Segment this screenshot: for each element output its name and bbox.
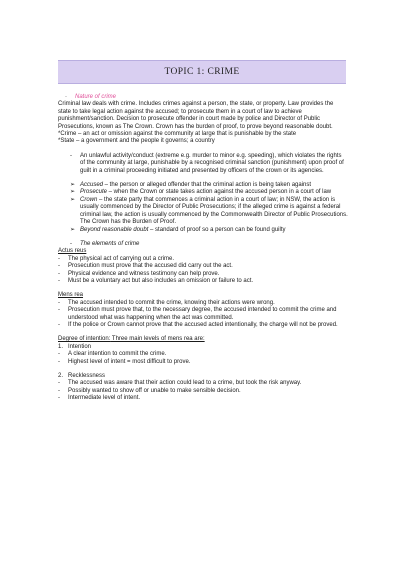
list-item bbox=[58, 351, 348, 358]
list-item bbox=[58, 322, 348, 329]
definition-item bbox=[58, 197, 348, 227]
level-list bbox=[58, 351, 348, 366]
dash-marker: - bbox=[70, 152, 72, 159]
elements-heading: The elements of crime bbox=[80, 240, 140, 247]
arrow-bullet-icon: ➢ bbox=[70, 226, 76, 233]
dash-marker: - bbox=[58, 277, 60, 284]
definition-term: Beyond reasonable doubt bbox=[80, 226, 149, 233]
list-item-text: Possibly wanted to show off or unable to make sensible decision. bbox=[68, 387, 241, 394]
definition-text: – the state party that commences a criminal action in a court of law; in NSW, the action is usually commenced by the Director of Public Prosecutions; if the alleged crime is against a federal criminal law, the action is usually commenced by the Commonwealth Director of Public Prosecutions. The Crown has the Burden of Proof. bbox=[80, 196, 348, 226]
list-item bbox=[58, 256, 348, 263]
level-number: 2. bbox=[58, 373, 64, 379]
definition-item bbox=[58, 189, 348, 196]
dash-marker: - bbox=[58, 255, 60, 262]
degree-label: Degree of intention: bbox=[58, 336, 111, 343]
actus-reus-list bbox=[58, 256, 348, 286]
definition-text: – when the Crown or state takes action against the accused person in a court of law bbox=[107, 189, 332, 196]
nature-paragraph: Criminal law deals with crime. Includes crimes against a person, the state, or property. Law provides the state to take legal action against the accused; to prosecute them in a court of law to achieve punishment/sanction. Decision to prosecute offender in court made by police and Director of Public Prosecutions, known as The Crown. Crown has the burden of proof, to prove beyond reasonable doubt. bbox=[58, 101, 334, 130]
list-item bbox=[58, 307, 348, 322]
arrow-bullet-icon: ➢ bbox=[70, 182, 76, 189]
mens-rea-list bbox=[58, 300, 348, 330]
dash-marker: - bbox=[58, 387, 60, 394]
level-heading bbox=[58, 373, 348, 380]
list-item-text: Highest level of intent = most difficult to prove. bbox=[68, 358, 191, 365]
level-name: Intention bbox=[68, 343, 92, 350]
list-item-text: Intermediate level of intent. bbox=[68, 395, 141, 402]
list-item bbox=[58, 271, 348, 278]
level-name: Recklessness bbox=[68, 373, 106, 379]
list-item-text: A clear intention to commit the crime. bbox=[68, 351, 167, 358]
level-list bbox=[58, 380, 348, 402]
definition-term: Prosecute bbox=[80, 189, 108, 196]
list-item-text: The physical act of carrying out a crime. bbox=[68, 255, 175, 262]
dash-marker: - bbox=[58, 321, 60, 328]
unlawful-block bbox=[58, 153, 348, 175]
list-item bbox=[58, 263, 348, 270]
list-item bbox=[58, 388, 348, 395]
dash-marker: - bbox=[58, 270, 60, 277]
topic-title: TOPIC 1: CRIME bbox=[164, 67, 240, 77]
definition-term: Accused bbox=[80, 182, 104, 189]
list-item-text: If the police or Crown cannot prove that the accused acted intentionally, the charge will not be proved. bbox=[68, 321, 338, 328]
degree-heading bbox=[58, 336, 348, 343]
list-item-text: Prosecution must prove that the accused did carry out the act. bbox=[68, 263, 233, 270]
list-item bbox=[58, 359, 348, 366]
dash-marker: - bbox=[58, 351, 60, 358]
arrow-bullet-icon: ➢ bbox=[70, 189, 76, 196]
mens-rea-label: Mens rea bbox=[58, 292, 84, 299]
unlawful-text: An unlawful activity/conduct (extreme e.g. murder to minor e.g. speeding), which violates the rights of the community at large, punishable by a recognised criminal sanction (punishment) upon proof of guilt in a criminal proceeding initiated and presented by officers of the crown or its agencies. bbox=[80, 152, 344, 174]
list-item bbox=[58, 300, 348, 307]
level-heading bbox=[58, 344, 348, 351]
definition-item bbox=[58, 182, 348, 189]
nature-heading-row bbox=[58, 94, 348, 101]
list-item-text: Prosecution must prove that, to the necessary degree, the accused intended to commit the crime and understood what was happening when the act was committed. bbox=[68, 307, 337, 321]
dash-marker: - bbox=[58, 395, 60, 402]
list-item-text: Physical evidence and witness testimony can help prove. bbox=[68, 270, 220, 277]
dash-marker: - bbox=[70, 240, 72, 247]
nature-heading: Nature of crime bbox=[75, 94, 117, 100]
crime-definition: *Crime – an act or omission against the community at large that is punishable by the state bbox=[58, 131, 297, 138]
actus-reus-label: Actus reus bbox=[58, 248, 87, 255]
elements-heading-row bbox=[58, 241, 348, 248]
list-item-text: Must be a voluntary act but also includes an omission or failure to act. bbox=[68, 277, 254, 284]
definition-text: – the person or alleged offender that the criminal action is being taken against bbox=[103, 182, 312, 189]
list-item bbox=[58, 278, 348, 285]
document-body bbox=[58, 94, 348, 403]
dash-marker: - bbox=[58, 299, 60, 306]
dash-marker: - bbox=[58, 263, 60, 270]
list-item-text: The accused was aware that their action could lead to a crime, but took the risk anyway. bbox=[68, 380, 302, 387]
definitions-list bbox=[58, 182, 348, 234]
state-definition: *State – a government and the people it governs; a country bbox=[58, 138, 215, 145]
definition-item bbox=[58, 227, 348, 234]
degree-label-rest: Three main levels of mens rea are: bbox=[110, 336, 205, 343]
arrow-bullet-icon: ➢ bbox=[70, 196, 76, 203]
dash-marker: - bbox=[58, 358, 60, 365]
list-item bbox=[58, 380, 348, 387]
list-item bbox=[58, 395, 348, 402]
level-number: 1. bbox=[58, 343, 64, 350]
dash-marker: - bbox=[58, 307, 60, 314]
topic-banner bbox=[58, 60, 346, 84]
dash-marker: - bbox=[58, 380, 60, 387]
list-item-text: The accused intended to commit the crime, knowing their actions were wrong. bbox=[68, 299, 275, 306]
definition-term: Crown bbox=[80, 196, 98, 203]
bullet-marker: · bbox=[65, 94, 67, 100]
definition-text: – standard of proof so a person can be found guilty bbox=[148, 226, 286, 233]
